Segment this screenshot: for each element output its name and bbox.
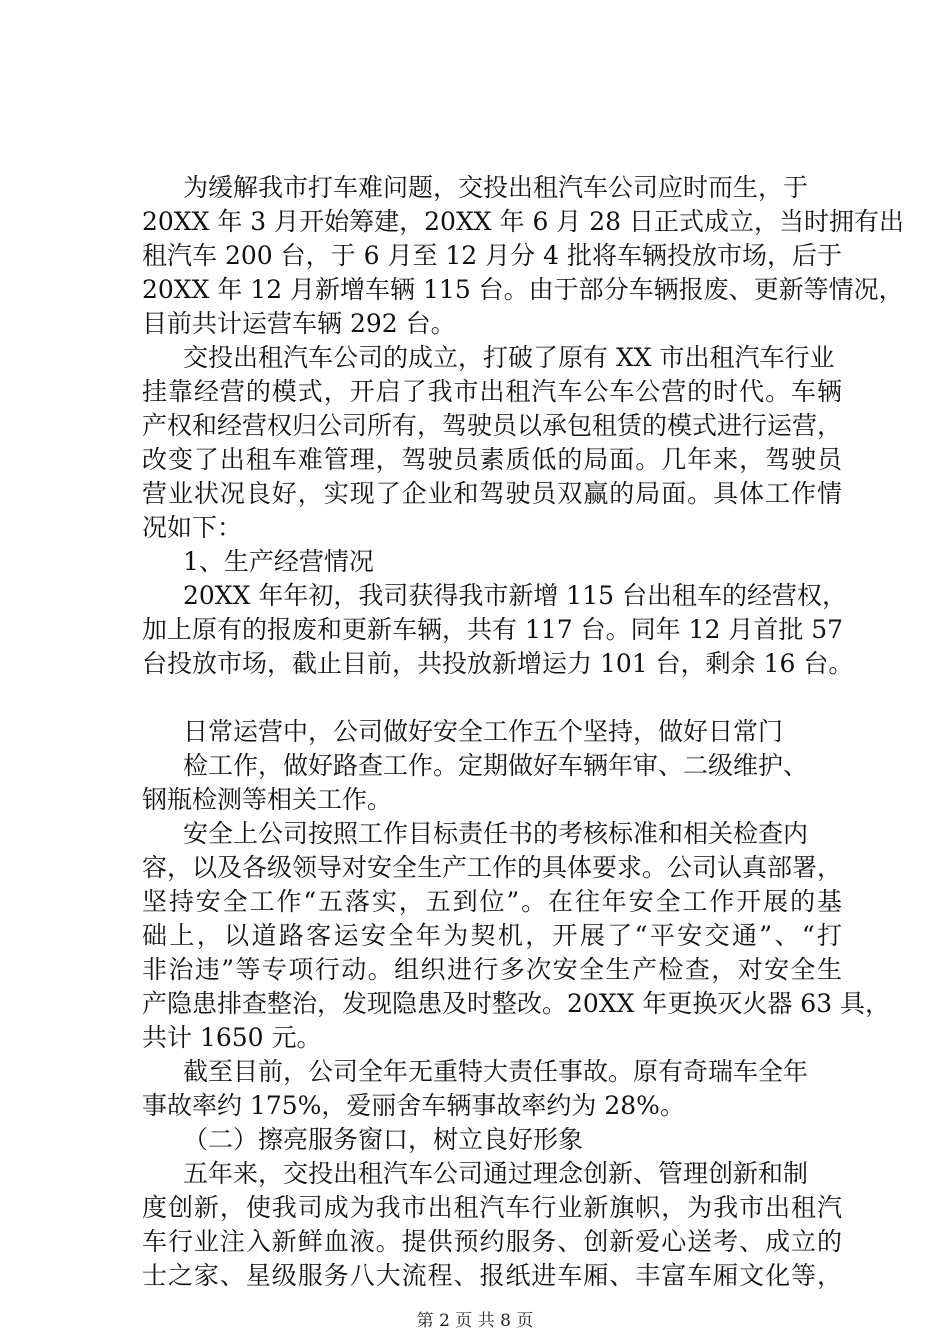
text-line: 台投放市场，截止目前，共投放新增运力 101 台，剩余 16 台。 bbox=[142, 649, 854, 678]
text-line: 挂靠经营的模式，开启了我市出租汽车公车公营的时代。车辆 bbox=[142, 377, 842, 406]
text-line: 目前共计运营车辆 292 台。 bbox=[142, 309, 456, 338]
text-line: 础上，以道路客运安全年为契机，开展了“平安交通”、“打 bbox=[142, 921, 842, 950]
page-footer: 第 2 页 共 8 页 bbox=[416, 1311, 534, 1331]
text-line: 容，以及各级领导对安全生产工作的具体要求。公司认真部署， bbox=[142, 853, 843, 882]
text-line: 坚持安全工作“五落实，五到位”。在往年安全工作开展的基 bbox=[142, 887, 842, 916]
text-line: 交投出租汽车公司的成立，打破了原有 XX 市出租汽车行业 bbox=[183, 343, 835, 372]
text-line: 为缓解我市打车难问题，交投出租汽车公司应时而生，于 bbox=[183, 173, 809, 202]
text-line: 共计 1650 元。 bbox=[142, 1023, 322, 1052]
text-line: 截至目前，公司全年无重特大责任事故。原有奇瑞车全年 bbox=[183, 1057, 809, 1086]
text-line: 租汽车 200 台，于 6 月至 12 月分 4 批将车辆投放市场，后于 bbox=[142, 241, 842, 270]
text-line: 车行业注入新鲜血液。提供预约服务、创新爱心送考、成立的 bbox=[142, 1227, 842, 1256]
text-line: 事故率约 175%，爱丽舍车辆事故率约为 28%。 bbox=[142, 1091, 685, 1120]
text-line: 钢瓶检测等相关工作。 bbox=[142, 785, 393, 814]
text-line: 营业状况良好，实现了企业和驾驶员双赢的局面。具体工作情 bbox=[142, 479, 842, 508]
text-line: 日常运营中，公司做好安全工作五个坚持，做好日常门 bbox=[183, 717, 784, 746]
text-line: 士之家、星级服务八大流程、报纸进车厢、丰富车厢文化等， bbox=[142, 1261, 842, 1290]
text-line: 非治违”等专项行动。组织进行多次安全生产检查，对安全生 bbox=[142, 955, 842, 984]
text-line: 况如下： bbox=[142, 513, 243, 542]
text-line: 安全上公司按照工作目标责任书的考核标准和相关检查内 bbox=[183, 819, 809, 848]
text-line: 五年来，交投出租汽车公司通过理念创新、管理创新和制 bbox=[183, 1159, 809, 1188]
text-line: 加上原有的报废和更新车辆，共有 117 台。同年 12 月首批 57 bbox=[142, 615, 844, 644]
text-line: 度创新，使我司成为我市出租汽车行业新旗帜，为我市出租汽 bbox=[142, 1193, 842, 1222]
section-heading: 1、生产经营情况 bbox=[183, 547, 374, 576]
text-line: 改变了出租车难管理，驾驶员素质低的局面。几年来，驾驶员 bbox=[142, 445, 842, 474]
text-line: 产权和经营权归公司所有，驾驶员以承包租赁的模式进行运营， bbox=[142, 411, 843, 440]
text-line: 20XX 年 12 月新增车辆 115 台。由于部分车辆报废、更新等情况， bbox=[142, 275, 904, 304]
section-heading: （二）擦亮服务窗口，树立良好形象 bbox=[183, 1125, 584, 1154]
text-line: 20XX 年 3 月开始筹建，20XX 年 6 月 28 日正式成立，当时拥有出 bbox=[142, 207, 905, 236]
text-line: 20XX 年年初，我司获得我市新增 115 台出租车的经营权， bbox=[183, 581, 847, 610]
text-line: 产隐患排查整治，发现隐患及时整改。20XX 年更换灭火器 63 具， bbox=[142, 989, 891, 1018]
text-line: 检工作，做好路查工作。定期做好车辆年审、二级维护、 bbox=[183, 751, 809, 780]
